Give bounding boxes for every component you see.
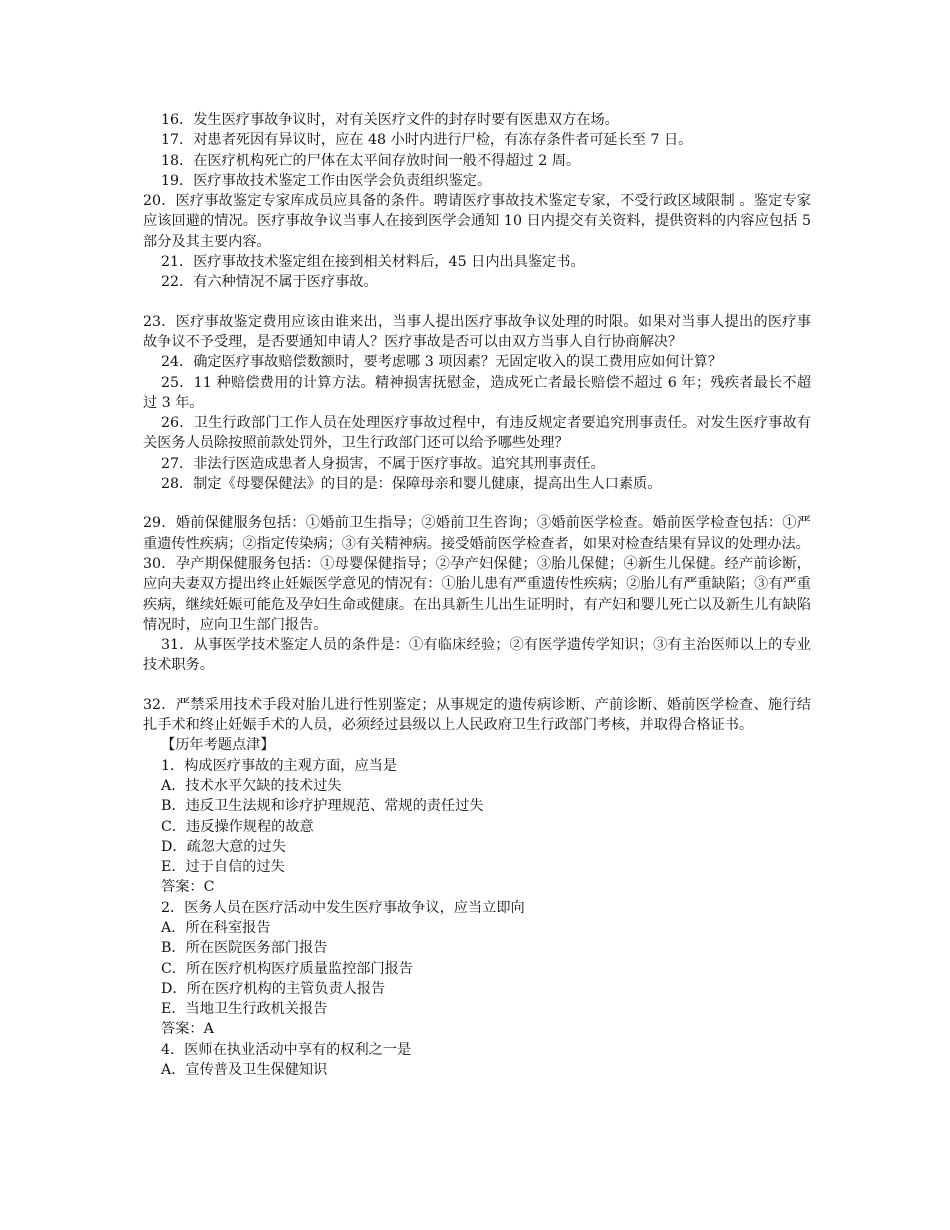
paragraph: 17．对患者死因有异议时，应在 48 小时内进行尸检，有冻存条件者可延长至 7 日。 (161, 132, 693, 149)
paragraph-spacer (143, 676, 811, 695)
paragraph: 答案：A (161, 1021, 214, 1038)
paragraph: 27．非法行医造成患者人身损害，不属于医疗事故。追究其刑事责任。 (161, 455, 605, 472)
paragraph: 29．婚前保健服务包括：①婚前卫生指导；②婚前卫生咨询；③婚前医学检查。婚前医学检查包括：①严重遗传性疾病；②指定传染病；③有关精神病。接受婚前医学检查者，如果对检查结果有异议的处理办法。 (143, 515, 811, 552)
paragraph: 【历年考题点津】 (161, 737, 275, 754)
paragraph: E．当地卫生行政机关报告 (161, 1001, 328, 1018)
paragraph: 31．从事医学技术鉴定人员的条件是：①有临床经验；②有医学遗传学知识；③有主治医师以上的专业技术职务。 (143, 637, 811, 674)
paragraph: 16．发生医疗事故争议时，对有关医疗文件的封存时要有医患双方在场。 (161, 112, 619, 128)
paragraph: C．所在医疗机构医疗质量监控部门报告 (161, 960, 414, 977)
paragraph: 25．11 种赔偿费用的计算方法。精神损害抚慰金，造成死亡者最长赔偿不超过 6 年；残疾者最长不超过 3 年。 (143, 374, 811, 411)
document-page (143, 110, 811, 1080)
paragraph: 22．有六种情况不属于医疗事故。 (161, 274, 378, 291)
paragraph: 32．严禁采用技术手段对胎儿进行性别鉴定；从事规定的遗传病诊断、产前诊断、婚前医学检查、施行结扎手术和终止妊娠手术的人员，必须经过县级以上人民政府卫生行政部门考核，并取得合格证书。 (143, 696, 811, 734)
paragraph: 2．医务人员在医疗活动中发生医疗事故争议，应当立即向 (161, 899, 525, 916)
paragraph: B．违反卫生法规和诊疗护理规范、常规的责任过失 (161, 798, 484, 815)
paragraph: 1．构成医疗事故的主观方面，应当是 (161, 757, 398, 774)
paragraph: A．宣传普及卫生保健知识 (161, 1062, 328, 1079)
paragraph: 26．卫生行政部门工作人员在处理医疗事故过程中，有违反规定者要追究刑事责任。对发生医疗事故有关医务人员除按照前款处罚外，卫生行政部门还可以给予哪些处理？ (143, 415, 811, 452)
paragraph: D．疏忽大意的过失 (161, 838, 286, 855)
paragraph: 21．医疗事故技术鉴定组在接到相关材料后，45 日内出具鉴定书。 (161, 254, 585, 271)
paragraph: 20．医疗事故鉴定专家库成员应具备的条件。聘请医疗事故技术鉴定专家，不受行政区域限制 。鉴定专家应该回避的情况。医疗事故争议当事人在接到医学会通知 10 日内提交有关资料，提供资料的内容应包括 5 部分及其主要内容。 (143, 193, 811, 250)
paragraph: 19．医疗事故技术鉴定工作由医学会负责组织鉴定。 (161, 172, 492, 189)
paragraph: 4．医师在执业活动中享有的权利之一是 (161, 1041, 412, 1058)
paragraph-spacer (143, 293, 811, 312)
paragraph: 28．制定《母婴保健法》的目的是：保障母亲和婴儿健康，提高出生人口素质。 (161, 476, 662, 493)
paragraph: 30．孕产期保健服务包括：①母婴保健指导；②孕产妇保健；③胎儿保健；④新生儿保健。经产前诊断，应向夫妻双方提出终止妊娠医学意见的情况有：①胎儿患有严重遗传性疾病；②胎儿有严重缺陷；③有严重疾病，继续妊娠可能危及孕妇生命或健康。在出具新生儿出生证明时，有产妇和婴儿死亡以及新生儿有缺陷情况时，应向卫生部门报告。 (143, 555, 811, 633)
paragraph: 18．在医疗机构死亡的尸体在太平间存放时间一般不得超过 2 周。 (161, 152, 581, 169)
paragraph: 24．确定医疗事故赔偿数额时，要考虑哪 3 项因素？无固定收入的误工费用应如何计算？ (161, 354, 723, 371)
paragraph: A．技术水平欠缺的技术过失 (161, 777, 342, 794)
paragraph: D．所在医疗机构的主管负责人报告 (161, 980, 386, 997)
paragraph: A．所在科室报告 (161, 919, 271, 936)
paragraph: C．违反操作规程的故意 (161, 818, 314, 835)
paragraph: B．所在医院医务部门报告 (161, 940, 328, 957)
paragraph: E．过于自信的过失 (161, 859, 285, 876)
paragraph: 23．医疗事故鉴定费用应该由谁来出，当事人提出医疗事故争议处理的时限。如果对当事人提出的医疗事故争议不予受理，是否要通知申请人？医疗事故是否可以由双方当事人自行协商解决？ (143, 313, 811, 350)
paragraph: 答案：C (161, 879, 215, 896)
paragraph-spacer (143, 494, 811, 513)
